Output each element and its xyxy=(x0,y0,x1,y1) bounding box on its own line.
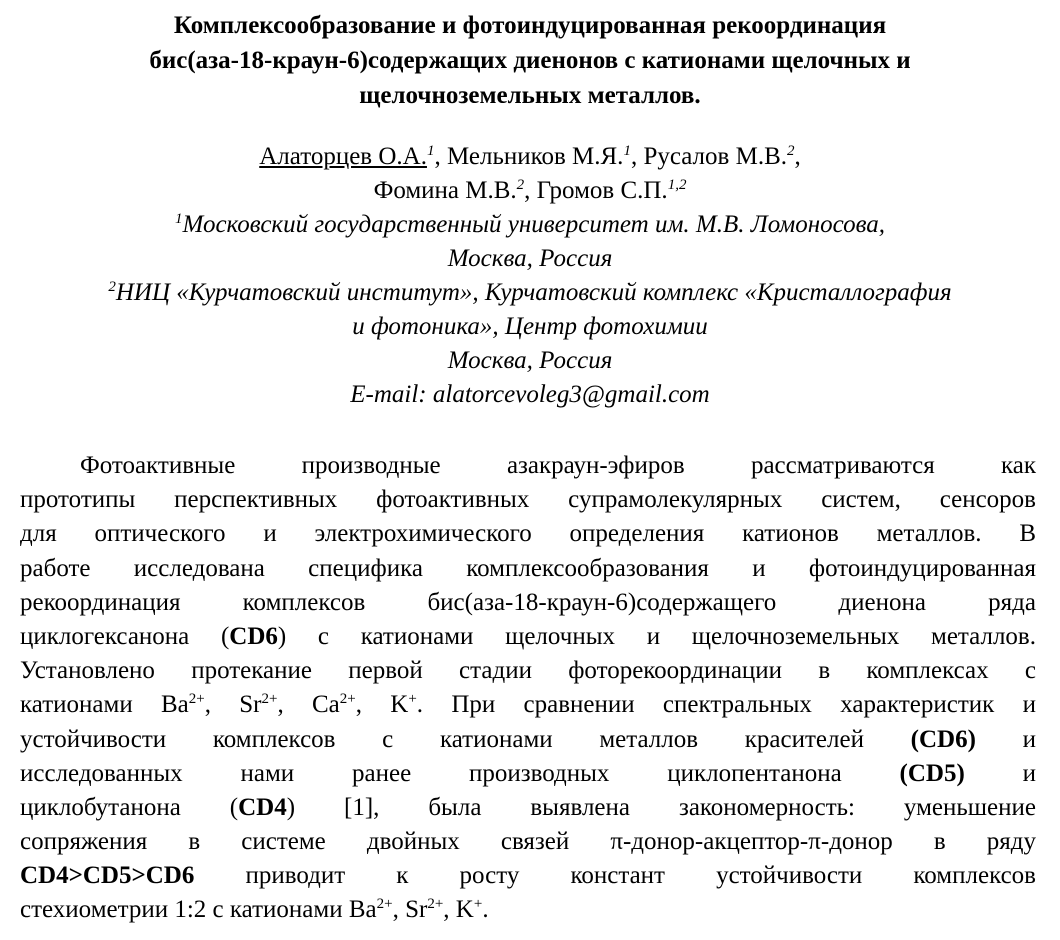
author-name: Мельников М.Я. xyxy=(446,143,624,170)
text-run: устойчивости комплексов с катионами металлов красителей xyxy=(20,725,911,753)
charge-sup: 2+ xyxy=(376,896,393,913)
charge-sup: 2+ xyxy=(339,691,356,708)
author-name: Громов С.П. xyxy=(536,177,668,204)
charge-sup: 2+ xyxy=(261,691,278,708)
text-run: приводит к росту констант устойчивости комплексов xyxy=(194,862,1036,890)
text-run: . При сравнении спектральных характеристик и xyxy=(416,691,1036,719)
charge-sup: + xyxy=(408,691,417,708)
authors-line-1 xyxy=(20,140,1040,174)
compound-cd6: CD6 xyxy=(229,622,278,650)
body-line-2: прототипы перспективных фотоактивных супрамолекулярных систем, сенсоров xyxy=(20,486,1036,514)
separator: , xyxy=(794,143,801,170)
text-run: стехиометрии 1:2 с катионами Ba xyxy=(20,896,377,924)
separator: , xyxy=(630,143,638,170)
body-line-5: рекоординация комплексов бис(аза-18-краун-6)содержащего диенона ряда xyxy=(20,588,1036,616)
authors-line-2 xyxy=(20,174,1040,208)
text-run: циклогексанона ( xyxy=(20,622,230,650)
author-sup: 2 xyxy=(516,177,525,193)
affiliation-sup: 1 xyxy=(174,211,183,227)
affiliation-2-line-3: Москва, Россия xyxy=(447,347,613,374)
text-run: ) с катионами щелочных и щелочноземельных металлов. xyxy=(277,622,1036,650)
body-line-8 xyxy=(20,688,1036,722)
separator: , xyxy=(524,177,531,204)
author-sup: 1 xyxy=(623,143,631,159)
title-line-2: бис(аза-18-краун-6)содержащих диенонов с катионами щелочных и xyxy=(149,47,911,74)
body-line-9 xyxy=(20,723,1036,757)
author-sup: 1,2 xyxy=(667,177,687,193)
text-run: и xyxy=(975,725,1036,753)
affiliation-2-line-1 xyxy=(20,276,1040,310)
authors-block xyxy=(20,140,1040,412)
affiliation-text: НИЦ «Курчатовский институт», Курчатовский комплекс «Кристаллография xyxy=(115,279,952,306)
text-run: . xyxy=(482,896,489,924)
text-run: и xyxy=(964,759,1036,787)
text-run: , K xyxy=(355,691,409,719)
body-line-7: Установлено протекание первой стадии фоторекоординации в комплексах с xyxy=(20,657,1036,685)
text-run: циклобутанона ( xyxy=(20,793,239,821)
body-line-6 xyxy=(20,620,1036,654)
text-run: , Ca xyxy=(277,691,340,719)
body-line-13 xyxy=(20,859,1036,893)
author-name: Фомина М.В. xyxy=(373,177,517,204)
body-line-12: сопряжения в системе двойных связей π-донор-акцептор-π-донор в ряду xyxy=(20,828,1036,856)
charge-sup: 2+ xyxy=(427,896,444,913)
charge-sup: 2+ xyxy=(188,691,205,708)
affiliation-2-line-2: и фотоника», Центр фотохимии xyxy=(352,313,708,340)
text-run: исследованных нами ранее производных циклопентанона xyxy=(20,759,900,787)
affiliation-text: Московский государственный университет им. М.В. Ломоносова, xyxy=(182,211,885,238)
compound-cd5: (CD5) xyxy=(899,759,965,787)
body-line-1: Фотоактивные производные азакраун-эфиров рассматриваются как xyxy=(80,452,1036,479)
abstract-body xyxy=(20,449,1036,928)
paper-title xyxy=(20,8,1040,113)
separator: , xyxy=(434,143,441,170)
text-run: , K xyxy=(443,896,474,924)
title-line-3: щелочноземельных металлов. xyxy=(359,82,701,109)
compound-cd4: CD4 xyxy=(238,793,287,821)
compound-series: CD4>CD5>CD6 xyxy=(20,862,195,890)
author-name: Алаторцев О.А. xyxy=(259,143,427,170)
affiliation-sup: 2 xyxy=(108,279,116,295)
author-name: Русалов М.В. xyxy=(643,143,787,170)
affiliation-1-line-1 xyxy=(20,208,1040,242)
text-run: , Sr xyxy=(204,691,262,719)
compound-cd6: (CD6) xyxy=(910,725,976,753)
affiliation-1-line-2: Москва, Россия xyxy=(447,245,613,272)
author-sup: 1 xyxy=(426,143,435,159)
title-line-1: Комплексообразование и фотоиндуцированная рекоординация xyxy=(173,12,887,39)
body-line-10 xyxy=(20,757,1036,791)
text-run: катионами Ba xyxy=(20,691,189,719)
body-line-14 xyxy=(20,893,1036,927)
charge-sup: + xyxy=(473,896,483,913)
body-line-4: работе исследована специфика комплексообразования и фотоиндуцированная xyxy=(20,554,1036,582)
text-run: , Sr xyxy=(392,896,428,924)
text-run: ) [1], была выявлена закономерность: уменьшение xyxy=(286,793,1036,821)
body-line-3: для оптического и электрохимического определения катионов металлов. В xyxy=(20,520,1036,548)
body-line-11 xyxy=(20,791,1036,825)
author-sup: 2 xyxy=(787,143,795,159)
email: E-mail: alatorcevoleg3@gmail.com xyxy=(350,381,710,408)
